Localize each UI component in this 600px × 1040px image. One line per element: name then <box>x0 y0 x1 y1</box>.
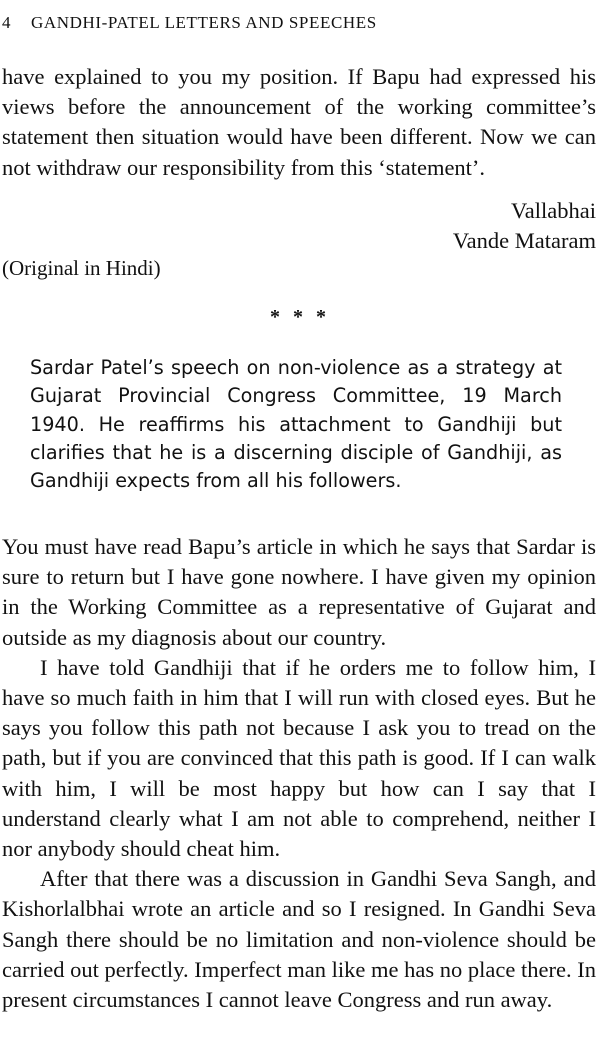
speech-paragraph-1: You must have read Bapu’s article in which he says that Sardar is sure to return but I have gone nowhere. I have given my opinion in the Working Committee as a representative of Gujarat and outside as my diagnosis about our country. <box>2 534 596 650</box>
running-head-title: GANDHI-PATEL LETTERS AND SPEECHES <box>31 13 377 32</box>
letter-salutation: Vande Mataram <box>452 228 596 253</box>
running-head <box>0 10 600 36</box>
speech-paragraph-3: After that there was a discussion in Gandhi Seva Sangh, and Kishorlalbhai wrote an article and so I resigned. In Gandhi Seva Sangh there should be no limitation and non-violence should be carried out perfectly. Imperfect man like me has no place there. In present circumstances I cannot leave Congress and run away. <box>2 866 596 1013</box>
speech-body <box>2 532 596 1015</box>
page-number: 4 <box>2 13 12 32</box>
original-language-note: (Original in Hindi) <box>2 256 161 280</box>
section-separator: * * * <box>270 306 330 328</box>
speech-paragraph-2: I have told Gandhiji that if he orders me to follow him, I have so much faith in him that I will run with closed eyes. But he says you follow this path not because I ask you to tread on the path, but if you are convinced that this path is good. If I can walk with him, I will be most happy but how can I say that I understand clearly what I am not able to comprehend, neither I nor anybody should cheat him. <box>2 654 596 862</box>
letter-signature: Vallabhai <box>511 198 596 223</box>
speech-summary: Sardar Patel’s speech on non-violence as a strategy at Gujarat Provincial Congress Committee, 19 March 1940. He reaffirms his attachment to Gandhiji but clarifies that he is a discerning disciple of Gandhiji, as Gandhiji expects from all his followers. <box>30 356 562 493</box>
letter-paragraph: have explained to you my position. If Bapu had expressed his views before the announcement of the working committee’s statement then situation would have been different. Now we can not withdraw our responsibility from this ‘statement’. <box>2 64 596 180</box>
